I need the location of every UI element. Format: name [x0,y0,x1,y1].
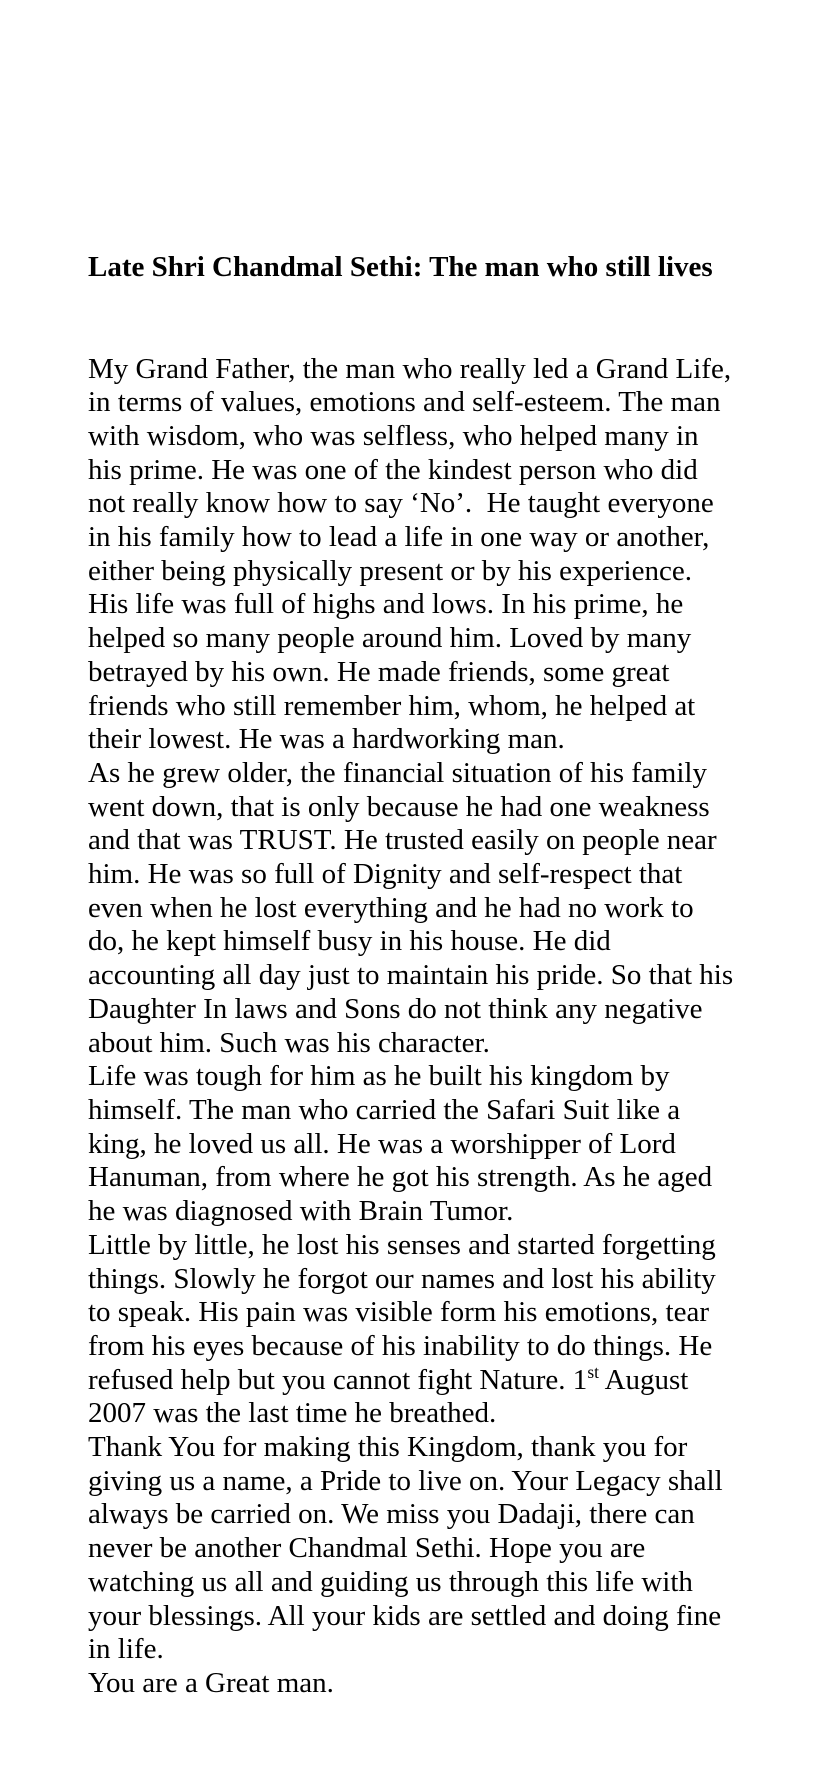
text-line: with wisdom, who was selfless, who helped many in [88,419,699,452]
text-line: about him. Such was his character. [88,1026,490,1059]
text-line: His life was full of highs and lows. In his prime, he [88,588,684,621]
text-line: he was diagnosed with Brain Tumor. [88,1195,514,1228]
text-line: in terms of values, emotions and self-esteem. The man [88,386,721,419]
text-line: himself. The man who carried the Safari Suit like a [88,1093,681,1126]
text-line: You are a Great man. [88,1666,334,1699]
text-line: him. He was so full of Dignity and self-respect that [88,858,683,891]
text-line: As he grew older, the financial situation of his family [88,756,707,789]
text-line: giving us a name, a Pride to live on. Your Legacy shall [88,1464,723,1497]
text-line: his prime. He was one of the kindest person who did [88,453,698,486]
text-line: always be carried on. We miss you Dadaji, there can [88,1498,695,1531]
text-line: betrayed by his own. He made friends, some great [88,655,670,688]
text-line: in his family how to lead a life in one way or another, [88,521,710,554]
text-line: king, he loved us all. He was a worshipper of Lord [88,1127,676,1160]
text-line: your blessings. All your kids are settled and doing fine [88,1599,722,1632]
text-line: Daughter In laws and Sons do not think any negative [88,992,703,1025]
text-line: 2007 was the last time he breathed. [88,1397,497,1430]
text-line: and that was TRUST. He trusted easily on people near [88,824,717,857]
document-title: Late Shri Chandmal Sethi: The man who still lives [88,251,713,284]
text-line: their lowest. He was a hardworking man. [88,723,565,756]
text-line: from his eyes because of his inability to do things. He [88,1329,713,1362]
text-line: watching us all and guiding us through this life with [88,1565,693,1598]
text-line [88,1364,788,1398]
document-body [88,184,788,1768]
text-line: things. Slowly he forgot our names and lost his ability [88,1262,716,1295]
text-run: August [598,1363,689,1396]
text-line: Hanuman, from where he got his strength. As he aged [88,1161,713,1194]
text-run: refused help but you cannot fight Nature. 1 [88,1363,588,1396]
text-line: do, he kept himself busy in his house. He did [88,925,611,958]
text-line: Thank You for making this Kingdom, thank you for [88,1431,688,1464]
text-line: Little by little, he lost his senses and started forgetting [88,1228,716,1261]
text-line: friends who still remember him, whom, he helped at [88,689,696,722]
text-line: even when he lost everything and he had no work to [88,891,694,924]
text-line: My Grand Father, the man who really led a Grand Life, [88,352,732,385]
text-line: accounting all day just to maintain his pride. So that his [88,959,734,992]
text-line: either being physically present or by his experience. [88,554,692,587]
text-line: in life. [88,1633,164,1666]
superscript-ordinal: st [587,1362,599,1383]
text-line: Life was tough for him as he built his kingdom by [88,1060,670,1093]
text-line: went down, that is only because he had one weakness [88,790,710,823]
document-text [88,353,788,1701]
text-line: to speak. His pain was visible form his emotions, tear [88,1296,709,1329]
text-line: never be another Chandmal Sethi. Hope you are [88,1532,646,1565]
text-line: helped so many people around him. Loved by many [88,622,692,655]
text-line: not really know how to say ‘No’. He taught everyone [88,487,714,520]
